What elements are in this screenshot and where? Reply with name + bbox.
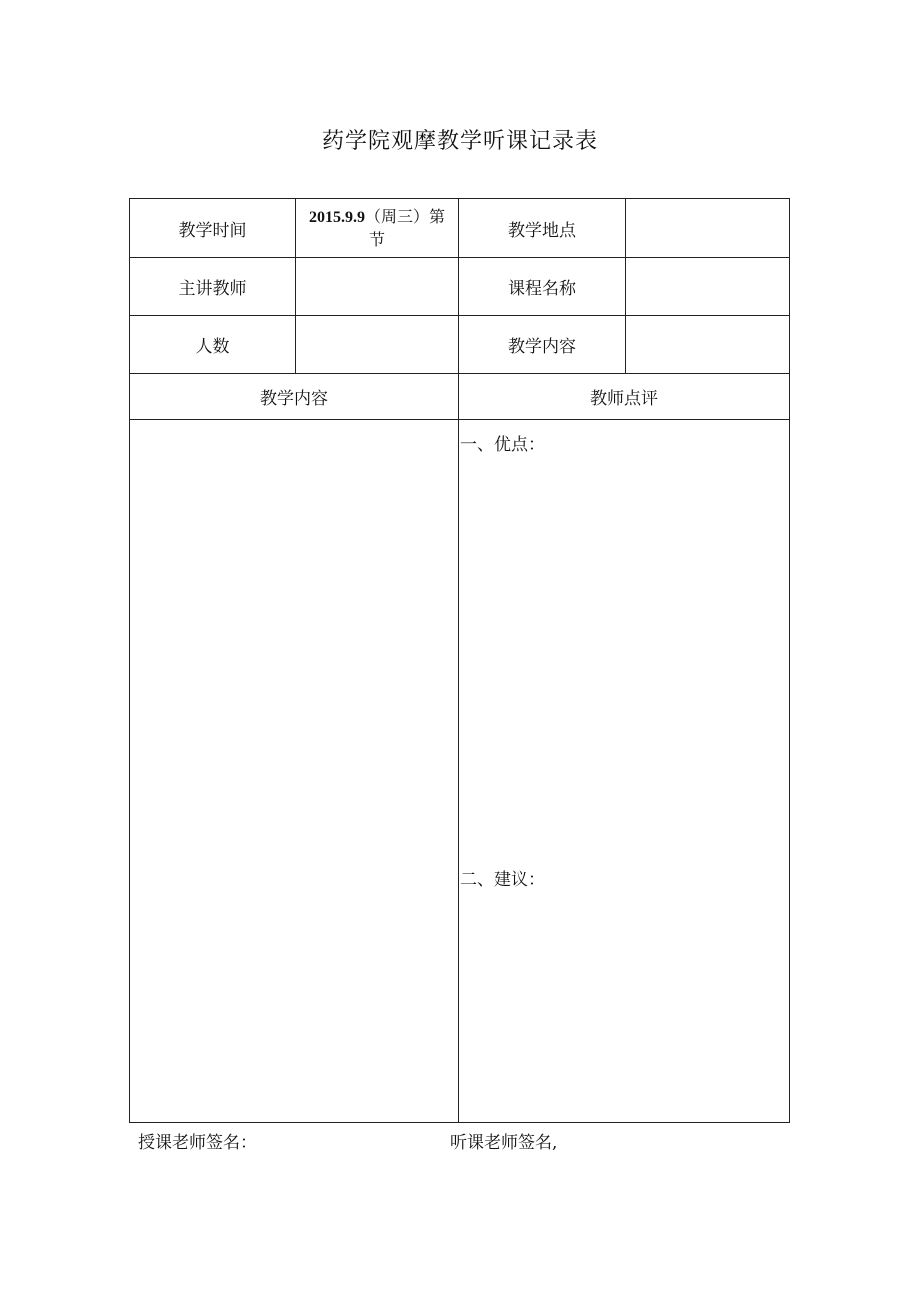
teaching-content-notes-area[interactable] [130,420,458,1122]
teaching-location-value[interactable] [626,199,789,257]
evaluation-section-header: 教师点评 [590,389,658,409]
teacher-evaluation-area[interactable] [459,420,789,1122]
observation-record-table [129,198,790,1123]
teaching-period-suffix: 节 [368,229,385,249]
teaching-time-value[interactable] [296,199,458,257]
teaching-content-label: 教学内容 [508,337,576,357]
content-section-header: 教学内容 [260,389,328,409]
lecturer-signature-label: 授课老师签名： [138,1133,257,1153]
course-name-value[interactable] [626,258,789,315]
form-title: 药学院观摩教学听课记录表 [321,129,598,154]
attendance-value[interactable] [296,316,458,373]
teaching-time-label: 教学时间 [178,220,247,241]
lecturer-value[interactable] [296,258,458,315]
observer-signature-label: 听课老师签名, [450,1133,558,1153]
suggestions-label: 二、建议： [460,870,545,890]
teaching-weekday-period: （周三）第 [364,206,445,226]
lecturer-label: 主讲教师 [178,279,247,299]
teaching-location-label: 教学地点 [508,220,576,241]
attendance-label: 人数 [195,337,230,357]
strengths-label: 一、优点： [460,435,545,455]
teaching-date: 2015.9.9 [308,208,365,226]
teaching-content-value[interactable] [626,316,789,373]
course-name-label: 课程名称 [508,279,576,299]
